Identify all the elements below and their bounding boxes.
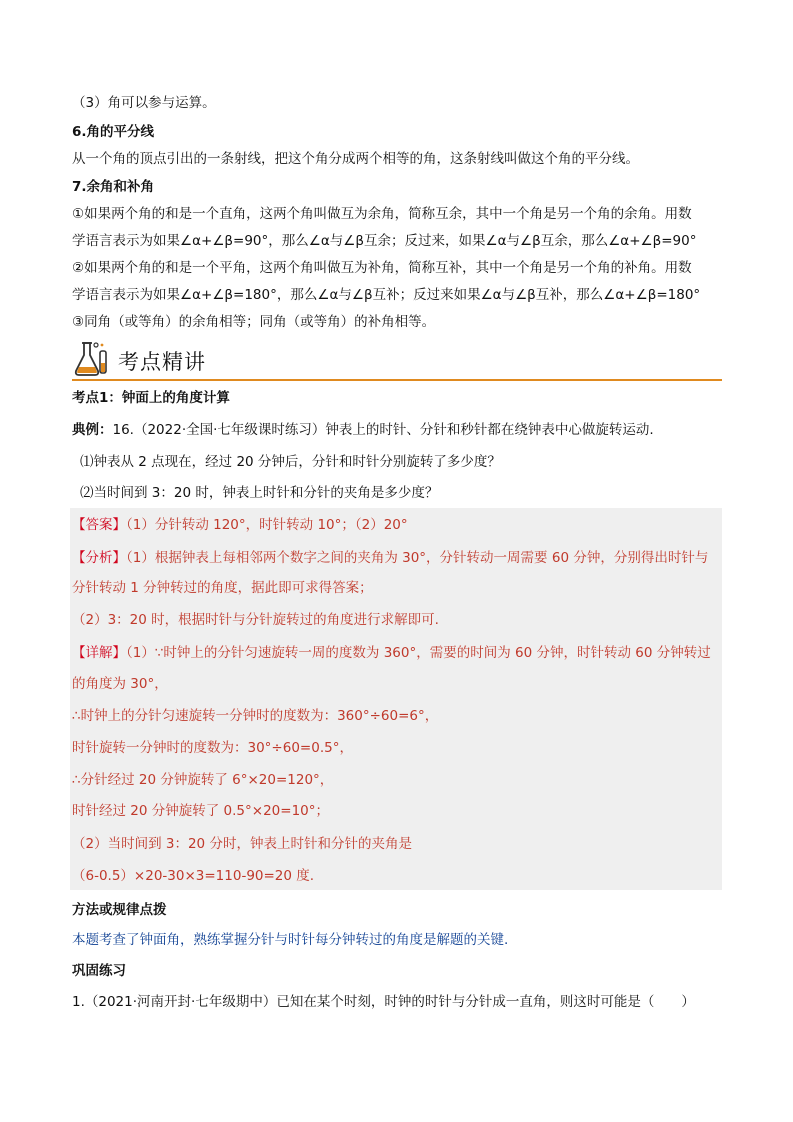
detail-line-4: 时针旋转一分钟时的度数为：30°÷60=0.5°， (72, 740, 353, 756)
example-label: 典例： (72, 422, 113, 438)
practice-heading: 巩固练习 (72, 963, 126, 979)
p-equal-angles: ③同角（或等角）的余角相等；同角（或等角）的补角相等。 (72, 314, 436, 330)
analysis-line-3: （2）3：20 时，根据时针与分针旋转过的角度进行求解即可. (72, 612, 439, 628)
heading-complementary-supplementary: 7.余角和补角 (72, 179, 155, 195)
flask-icon (72, 339, 112, 379)
detail-line-8: （6-0.5）×20-30×3=110-90=20 度. (72, 868, 315, 884)
detail-line-2: 的角度为 30°， (72, 676, 168, 692)
question-1: ⑴钟表从 2 点现在，经过 20 分钟后，分针和时针分别旋转了多少度？ (80, 454, 501, 470)
analysis-line-1 (72, 548, 708, 568)
answer-tag: 【答案】 (72, 517, 126, 533)
detail-line-3: ∴时钟上的分针匀速旋转一分钟时的度数为：360°÷60=6°， (72, 708, 439, 724)
practice-question-1: 1.（2021·河南开封·七年级期中）已知在某个时刻，时钟的时针与分针成一直角，则这时可能是（ ） (72, 994, 695, 1010)
section-divider (72, 379, 722, 381)
example-line (72, 420, 654, 440)
answer-text: （1）分针转动 120°，时针转动 10°；（2）20° (126, 517, 408, 533)
p-complementary-1: ①如果两个角的和是一个直角，这两个角叫做互为余角，简称互余，其中一个角是另一个角的余角。用数 (72, 206, 692, 222)
detail-tag: 【详解】 (72, 645, 126, 661)
heading-angle-bisector: 6.角的平分线 (72, 124, 155, 140)
answer-line (72, 515, 408, 535)
p-angle-bisector: 从一个角的顶点引出的一条射线，把这个角分成两个相等的角，这条射线叫做这个角的平分线。 (72, 151, 639, 167)
analysis-text-1: （1）根据钟表上每相邻两个数字之间的夹角为 30°，分针转动一周需要 60 分钟，分别得出时针与 (126, 550, 709, 566)
section-title: 考点精讲 (118, 350, 206, 374)
detail-line-6: 时针经过 20 分钟旋转了 0.5°×20=10°； (72, 803, 330, 819)
detail-line-7: （2）当时间到 3：20 分时，钟表上时针和分针的夹角是 (72, 836, 412, 852)
kd1-title: 考点1：钟面上的角度计算 (72, 390, 230, 406)
detail-line-5: ∴分针经过 20 分钟旋转了 6°×20=120°， (72, 772, 334, 788)
p-angle-operation: （3）角可以参与运算。 (72, 95, 216, 111)
example-text: 16.（2022·全国·七年级课时练习）钟表上的时针、分针和秒针都在绕钟表中心做旋转运动. (112, 422, 654, 438)
detail-line-1 (72, 643, 711, 663)
method-text: 本题考查了钟面角，熟练掌握分针与时针每分钟转过的角度是解题的关键. (72, 932, 509, 948)
method-heading: 方法或规律点拨 (72, 902, 167, 918)
analysis-line-2: 分针转动 1 分钟转过的角度，据此即可求得答案； (72, 580, 373, 596)
p-supplementary-1: ②如果两个角的和是一个平角，这两个角叫做互为补角，简称互补，其中一个角是另一个角的补角。用数 (72, 260, 692, 276)
p-complementary-2: 学语言表示为如果∠α+∠β=90°，那么∠α与∠β互余；反过来，如果∠α与∠β互余，那么∠α+∠β=90° (72, 233, 697, 249)
detail-text-1: （1）∵时钟上的分针匀速旋转一周的度数为 360°，需要的时间为 60 分钟，时针转动 60 分钟转过 (126, 645, 711, 661)
analysis-tag: 【分析】 (72, 550, 126, 566)
p-supplementary-2: 学语言表示为如果∠α+∠β=180°，那么∠α与∠β互补；反过来如果∠α与∠β互补，那么∠α+∠β=180° (72, 287, 701, 303)
question-2: ⑵当时间到 3：20 时，钟表上时针和分针的夹角是多少度？ (80, 485, 439, 501)
